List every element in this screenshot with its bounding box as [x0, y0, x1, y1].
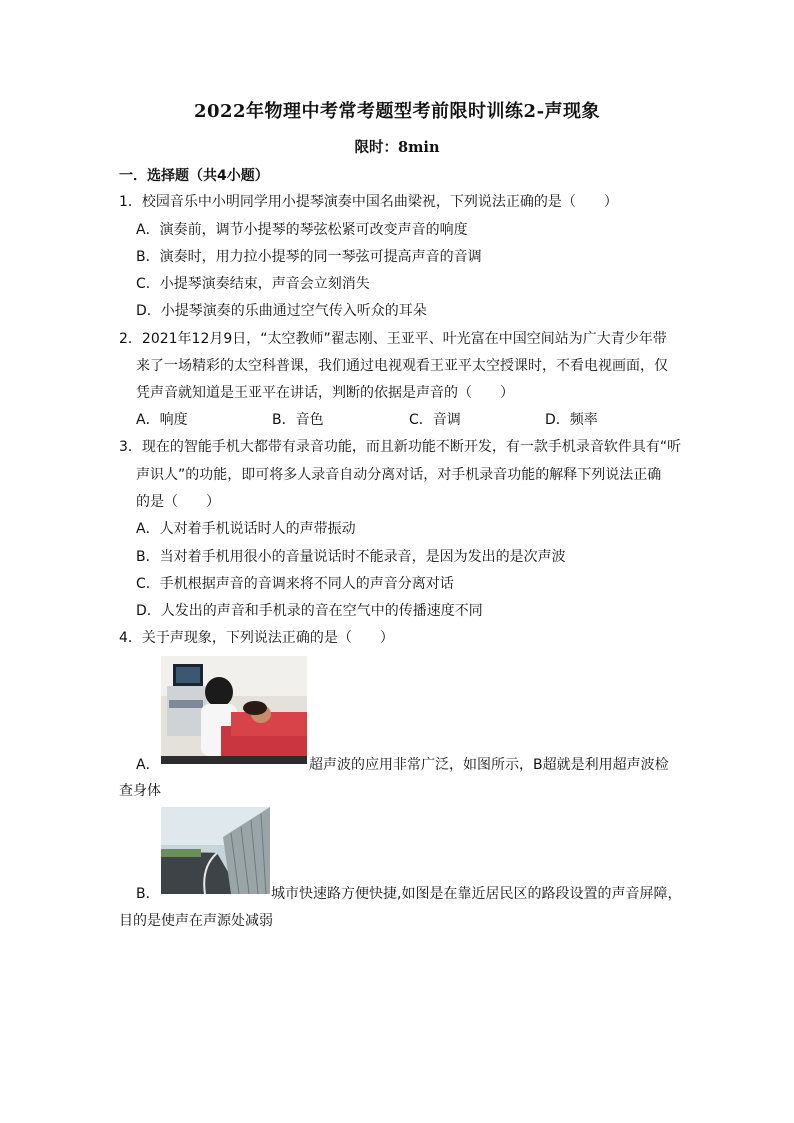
question-3-option-c: C．手机根据声音的音调来将不同人的声音分离对话 [136, 576, 454, 592]
question-3-option-d: D．人发出的声音和手机录的音在空气中的传播速度不同 [136, 603, 483, 619]
question-4-option-b-text: 城市快速路方便快捷,如图是在靠近居民区的路段设置的声音屏障， [271, 886, 682, 902]
question-2-option-d: D．频率 [545, 412, 598, 428]
question-3-stem-line-3: 的是（ ） [136, 494, 220, 510]
question-3-option-b: B．当对着手机用很小的音量说话时不能录音，是因为发出的是次声波 [136, 549, 566, 565]
question-2-option-c: C．音调 [409, 412, 461, 428]
section-heading: 一．选择题（共4小题） [119, 168, 269, 184]
question-1-option-d: D．小提琴演奏的乐曲通过空气传入听众的耳朵 [136, 303, 427, 319]
question-2-option-a: A．响度 [136, 412, 188, 428]
question-3-stem-line-1: 3．现在的智能手机大都带有录音功能，而且新功能不断开发，有一款手机录音软件具有“听 [119, 439, 682, 455]
question-4-option-a-text-cont: 查身体 [119, 783, 161, 799]
question-4-option-b-text-cont: 目的是使声在声源处减弱 [119, 913, 273, 929]
time-limit: 限时：8min [354, 139, 440, 156]
question-2-option-b: B．音色 [272, 412, 324, 428]
question-4-stem: 4．关于声现象，下列说法正确的是（ ） [119, 630, 394, 646]
highway-sound-barrier-photo [161, 807, 270, 894]
question-4-option-a-label: A． [136, 757, 160, 773]
question-3-stem-line-2: 声识人”的功能，即可将多人录音自动分离对话，对手机录音功能的解释下列说法正确 [136, 467, 662, 483]
question-1-option-b: B．演奏时，用力拉小提琴的同一琴弦可提高声音的音调 [136, 249, 482, 265]
ultrasound-exam-photo [161, 656, 307, 764]
question-4-option-b-label: B． [136, 886, 160, 902]
question-2-stem-line-2: 来了一场精彩的太空科普课，我们通过电视观看王亚平太空授课时，不看电视画面，仅 [136, 358, 668, 374]
question-2-stem-line-1: 2．2021年12月9日，“太空教师”翟志刚、王亚平、叶光富在中国空间站为广大青少年带 [119, 331, 667, 347]
page-title: 2022年物理中考常考题型考前限时训练2-声现象 [193, 101, 601, 122]
question-1-option-a: A．演奏前，调节小提琴的琴弦松紧可改变声音的响度 [136, 222, 468, 238]
question-1-option-c: C．小提琴演奏结束，声音会立刻消失 [136, 276, 370, 292]
question-4-option-a-text: 超声波的应用非常广泛，如图所示，B超就是利用超声波检 [309, 757, 669, 773]
question-3-option-a: A．人对着手机说话时人的声带振动 [136, 521, 356, 537]
question-2-stem-line-3: 凭声音就知道是王亚平在讲话，判断的依据是声音的（ ） [136, 385, 514, 401]
question-1-stem: 1．校园音乐中小明同学用小提琴演奏中国名曲梁祝，下列说法正确的是（ ） [119, 194, 618, 210]
